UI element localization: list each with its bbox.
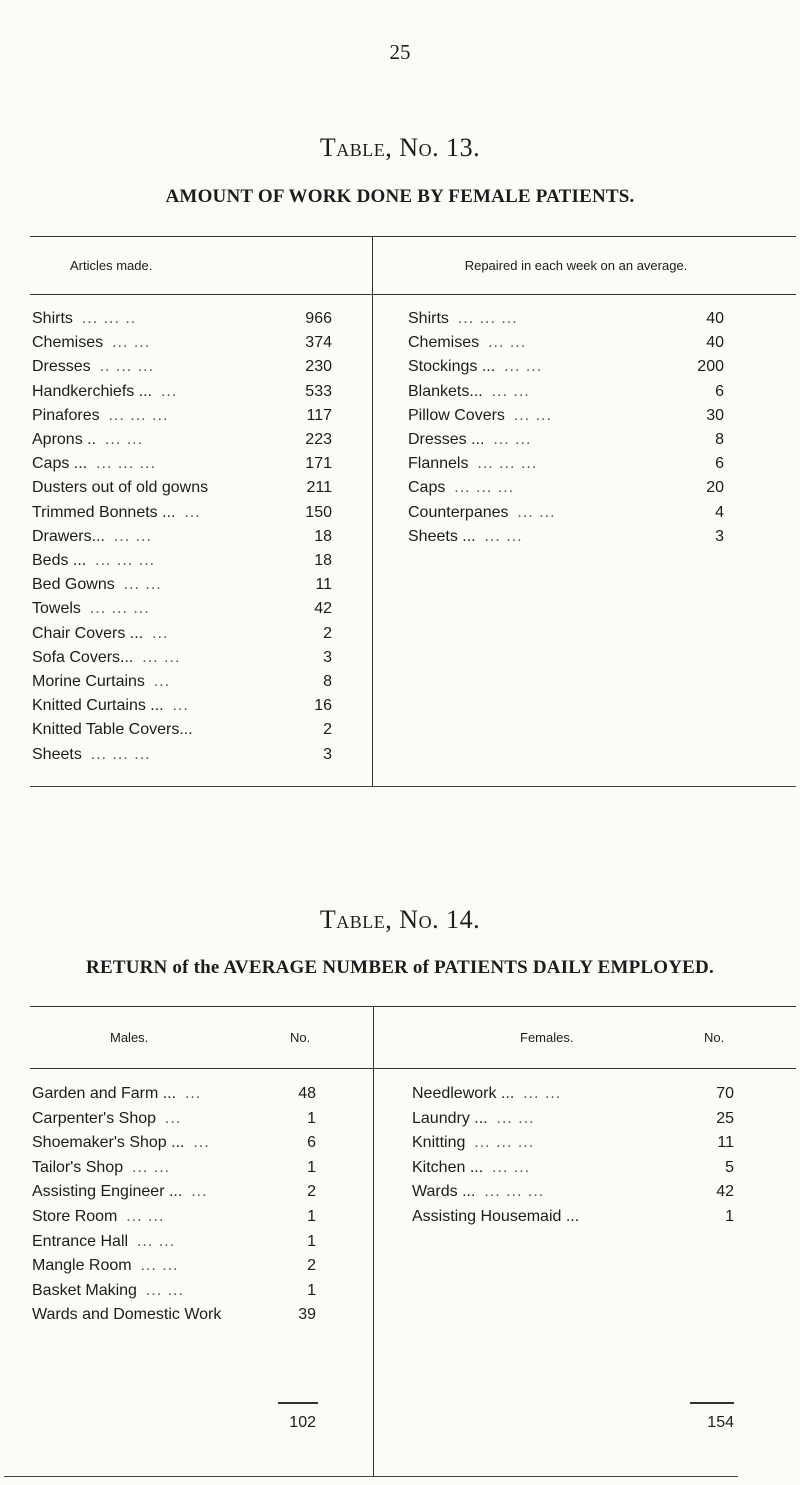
repaired-row-label: Caps bbox=[408, 479, 446, 497]
table-13-header-rule bbox=[30, 294, 796, 295]
males-total-rule bbox=[278, 1402, 318, 1404]
repaired-row-leader-dots: ... ... ... bbox=[457, 310, 518, 327]
repaired-row-value: 40 bbox=[706, 334, 724, 352]
male-row-text bbox=[32, 1110, 276, 1128]
table-14-divider bbox=[373, 1006, 374, 1476]
male-row-label: Tailor's Shop bbox=[32, 1158, 124, 1176]
made-row-label: Dusters out of old gowns bbox=[32, 479, 209, 497]
male-row-leader-dots: ... ... bbox=[145, 1281, 184, 1299]
female-row-label: Needlework ... bbox=[412, 1085, 515, 1102]
female-row-value: 70 bbox=[716, 1085, 734, 1102]
male-row-text bbox=[32, 1257, 276, 1275]
table-14-bottom-rule bbox=[4, 1476, 738, 1477]
made-row-leader-dots: ... ... bbox=[123, 576, 162, 594]
made-row-value: 150 bbox=[305, 503, 332, 521]
table-13-col-articles-made: Articles made. bbox=[70, 258, 153, 273]
repaired-row-leader-dots: ... ... bbox=[491, 382, 530, 400]
table-14-col-males: Males. bbox=[110, 1030, 149, 1045]
female-row-value: 25 bbox=[716, 1109, 734, 1127]
made-row-leader-dots: ... bbox=[160, 382, 178, 400]
table-13-col-repaired: Repaired in each week on an average. bbox=[464, 258, 688, 273]
made-row-leader-dots: ... ... ... bbox=[89, 600, 150, 618]
made-row-leader-dots: ... ... ... bbox=[95, 552, 156, 569]
made-row-label: Drawers... bbox=[32, 527, 105, 545]
female-row-text bbox=[412, 1159, 694, 1177]
made-row-label: Chemises bbox=[32, 334, 104, 352]
made-row-text bbox=[32, 528, 292, 546]
male-row-leader-dots: ... ... bbox=[132, 1158, 171, 1176]
female-row-leader-dots: ... ... ... bbox=[474, 1134, 535, 1152]
male-row-label: Carpenter's Shop bbox=[32, 1109, 157, 1127]
repaired-row-label: Sheets ... bbox=[408, 527, 476, 545]
made-row-label: Shirts bbox=[32, 310, 73, 327]
made-row-label: Sofa Covers... bbox=[32, 648, 134, 666]
made-row-value: 533 bbox=[305, 382, 332, 400]
male-row-text bbox=[32, 1183, 276, 1201]
made-row-leader-dots: ... bbox=[184, 503, 201, 521]
females-total: 154 bbox=[707, 1414, 734, 1431]
repaired-row-leader-dots: ... ... bbox=[493, 431, 532, 448]
repaired-row-text bbox=[408, 455, 684, 473]
table-13-subtitle: AMOUNT OF WORK DONE BY FEMALE PATIENTS. bbox=[165, 186, 635, 207]
made-row-text bbox=[32, 383, 292, 401]
made-row-text bbox=[32, 697, 292, 715]
table-14-col-females: Females. bbox=[520, 1030, 574, 1045]
repaired-row-text bbox=[408, 358, 684, 376]
made-row-text bbox=[32, 479, 292, 497]
table-13-divider bbox=[372, 236, 373, 786]
made-row-label: Trimmed Bonnets ... bbox=[32, 503, 176, 521]
repaired-row-text bbox=[408, 504, 684, 522]
male-row-text bbox=[32, 1233, 276, 1251]
table-13-title: Table, No. 13. bbox=[319, 133, 481, 162]
made-row-value: 2 bbox=[323, 721, 332, 739]
male-row-label: Mangle Room bbox=[32, 1257, 132, 1275]
made-row-leader-dots: ... ... bbox=[112, 334, 151, 352]
repaired-row-text bbox=[408, 407, 684, 425]
repaired-row-text bbox=[408, 479, 684, 497]
repaired-row-value: 8 bbox=[715, 431, 724, 448]
repaired-row-label: Pillow Covers bbox=[408, 406, 505, 424]
repaired-row-value: 30 bbox=[706, 406, 724, 424]
male-row-label: Shoemaker's Shop ... bbox=[32, 1134, 185, 1152]
repaired-row-value: 4 bbox=[715, 503, 724, 521]
made-row-value: 8 bbox=[323, 673, 332, 690]
male-row-value: 1 bbox=[307, 1208, 316, 1225]
made-row-text bbox=[32, 576, 292, 594]
repaired-row-value: 40 bbox=[706, 310, 724, 327]
female-row-leader-dots: ... ... bbox=[492, 1158, 531, 1176]
repaired-row-label: Counterpanes bbox=[408, 503, 509, 521]
made-row-label: Knitted Table Covers... bbox=[32, 721, 193, 739]
made-row-leader-dots: ... ... bbox=[104, 431, 144, 448]
male-row-leader-dots: ... ... bbox=[126, 1208, 165, 1225]
female-row-leader-dots: ... ... ... bbox=[484, 1183, 545, 1201]
made-row-leader-dots: ... bbox=[152, 624, 169, 642]
female-row-leader-dots: ... ... bbox=[496, 1109, 535, 1127]
made-row-leader-dots: ... ... ... bbox=[108, 406, 169, 424]
male-row-value: 1 bbox=[307, 1232, 316, 1250]
female-row-label: Laundry ... bbox=[412, 1109, 488, 1127]
female-row-text bbox=[412, 1085, 694, 1103]
made-row-label: Bed Gowns bbox=[32, 576, 115, 594]
made-row-text bbox=[32, 673, 292, 691]
female-row-value: 42 bbox=[716, 1183, 734, 1201]
repaired-row-label: Chemises bbox=[408, 334, 480, 352]
repaired-row-leader-dots: ... ... ... bbox=[454, 479, 515, 497]
made-row-text bbox=[32, 721, 292, 739]
made-row-text bbox=[32, 310, 292, 328]
made-row-label: Caps ... bbox=[32, 455, 88, 473]
repaired-row-text bbox=[408, 334, 684, 352]
made-row-value: 16 bbox=[314, 697, 332, 715]
made-row-leader-dots: ... bbox=[153, 673, 171, 690]
male-row-leader-dots: ... ... bbox=[136, 1232, 176, 1250]
made-row-text bbox=[32, 431, 292, 449]
female-row-value: 5 bbox=[725, 1158, 734, 1176]
made-row-text bbox=[32, 600, 292, 618]
female-row-label: Wards ... bbox=[412, 1183, 476, 1201]
male-row-value: 48 bbox=[298, 1085, 316, 1102]
male-row-leader-dots: ... bbox=[191, 1183, 208, 1201]
repaired-row-leader-dots: ... ... ... bbox=[477, 455, 538, 473]
table-13-bottom-rule bbox=[30, 786, 796, 787]
table-14-col-no-left: No. bbox=[290, 1030, 311, 1045]
female-row-value: 11 bbox=[717, 1134, 734, 1152]
repaired-row-leader-dots: ... ... bbox=[484, 527, 523, 545]
made-row-value: 374 bbox=[305, 334, 332, 352]
male-row-leader-dots: ... bbox=[184, 1085, 202, 1102]
repaired-row-leader-dots: ... ... bbox=[488, 334, 527, 352]
repaired-row-label: Blankets... bbox=[408, 382, 483, 400]
male-row-text bbox=[32, 1306, 276, 1324]
female-row-text bbox=[412, 1183, 694, 1201]
made-row-value: 966 bbox=[305, 310, 332, 327]
male-row-label: Basket Making bbox=[32, 1281, 137, 1299]
made-row-leader-dots: ... ... .. bbox=[81, 310, 137, 327]
male-row-leader-dots: ... ... bbox=[140, 1257, 179, 1275]
table-13-top-rule bbox=[30, 236, 796, 237]
repaired-row-value: 6 bbox=[715, 455, 724, 473]
repaired-row-text bbox=[408, 431, 684, 449]
page-number: 25 bbox=[389, 40, 411, 64]
repaired-row-label: Shirts bbox=[408, 310, 449, 327]
table-14-top-rule bbox=[30, 1006, 796, 1007]
repaired-row-leader-dots: ... ... bbox=[517, 503, 556, 521]
male-row-label: Wards and Domestic Work bbox=[32, 1306, 222, 1324]
made-row-text bbox=[32, 504, 292, 522]
table-14-col-no-right: No. bbox=[704, 1030, 725, 1045]
made-row-label: Dresses bbox=[32, 358, 91, 376]
female-row-label: Kitchen ... bbox=[412, 1158, 484, 1176]
made-row-label: Aprons .. bbox=[32, 431, 97, 448]
male-row-value: 2 bbox=[307, 1183, 316, 1201]
repaired-row-label: Flannels bbox=[408, 455, 469, 473]
made-row-leader-dots: ... ... ... bbox=[96, 455, 156, 473]
repaired-row-value: 200 bbox=[697, 358, 724, 376]
made-row-leader-dots: .. ... ... bbox=[99, 358, 155, 376]
made-row-value: 223 bbox=[305, 431, 332, 448]
male-row-text bbox=[32, 1085, 276, 1103]
male-row-value: 39 bbox=[298, 1306, 316, 1324]
repaired-row-label: Dresses ... bbox=[408, 431, 485, 448]
repaired-row-value: 6 bbox=[715, 382, 724, 400]
made-row-text bbox=[32, 407, 292, 425]
made-row-text bbox=[32, 649, 292, 667]
made-row-value: 18 bbox=[314, 527, 332, 545]
repaired-row-text bbox=[408, 383, 684, 401]
made-row-label: Handkerchiefs ... bbox=[32, 382, 153, 400]
male-row-leader-dots: ... bbox=[164, 1109, 182, 1127]
male-row-value: 1 bbox=[307, 1281, 316, 1299]
made-row-value: 11 bbox=[315, 576, 332, 594]
repaired-row-leader-dots: ... ... bbox=[504, 358, 543, 376]
made-row-label: Chair Covers ... bbox=[32, 624, 144, 642]
repaired-row-text bbox=[408, 310, 684, 328]
male-row-text bbox=[32, 1159, 276, 1177]
male-row-label: Entrance Hall bbox=[32, 1232, 129, 1250]
made-row-text bbox=[32, 455, 292, 473]
female-row-text bbox=[412, 1134, 694, 1152]
table-14-title: Table, No. 14. bbox=[319, 905, 481, 934]
repaired-row-value: 3 bbox=[715, 527, 724, 545]
male-row-value: 6 bbox=[307, 1134, 316, 1152]
male-row-value: 1 bbox=[307, 1109, 316, 1127]
made-row-text bbox=[32, 625, 292, 643]
male-row-label: Assisting Engineer ... bbox=[32, 1183, 183, 1201]
made-row-leader-dots: ... bbox=[172, 697, 189, 715]
male-row-label: Garden and Farm ... bbox=[32, 1085, 177, 1102]
female-row-value: 1 bbox=[725, 1208, 734, 1225]
made-row-leader-dots: ... ... bbox=[142, 648, 181, 666]
male-row-text bbox=[32, 1208, 276, 1226]
made-row-value: 18 bbox=[314, 552, 332, 569]
made-row-value: 117 bbox=[306, 406, 332, 424]
made-row-value: 3 bbox=[323, 745, 332, 763]
made-row-label: Sheets bbox=[32, 745, 82, 763]
made-row-value: 171 bbox=[305, 455, 332, 473]
made-row-value: 42 bbox=[314, 600, 332, 618]
male-row-value: 2 bbox=[307, 1257, 316, 1275]
made-row-text bbox=[32, 358, 292, 376]
made-row-text bbox=[32, 552, 292, 570]
male-row-label: Store Room bbox=[32, 1208, 118, 1225]
made-row-text bbox=[32, 334, 292, 352]
made-row-label: Knitted Curtains ... bbox=[32, 697, 164, 715]
males-total: 102 bbox=[289, 1414, 316, 1431]
female-row-label: Assisting Housemaid ... bbox=[412, 1208, 580, 1225]
female-row-label: Knitting bbox=[412, 1134, 466, 1152]
females-total-rule bbox=[690, 1402, 734, 1404]
female-row-text bbox=[412, 1208, 694, 1226]
repaired-row-value: 20 bbox=[706, 479, 724, 497]
male-row-text bbox=[32, 1282, 276, 1300]
table-14-subtitle: RETURN of the AVERAGE NUMBER of PATIENTS DAILY EMPLOYED. bbox=[86, 957, 714, 978]
made-row-leader-dots: ... ... bbox=[113, 527, 152, 545]
made-row-label: Towels bbox=[32, 600, 81, 618]
female-row-leader-dots: ... ... bbox=[523, 1085, 562, 1102]
made-row-text bbox=[32, 746, 292, 764]
male-row-text bbox=[32, 1134, 276, 1152]
made-row-value: 3 bbox=[323, 648, 332, 666]
made-row-value: 2 bbox=[323, 624, 332, 642]
repaired-row-leader-dots: ... ... bbox=[513, 406, 552, 424]
female-row-text bbox=[412, 1110, 694, 1128]
repaired-row-label: Stockings ... bbox=[408, 358, 496, 376]
made-row-label: Morine Curtains bbox=[32, 673, 145, 690]
repaired-row-text bbox=[408, 528, 684, 546]
made-row-label: Beds ... bbox=[32, 552, 87, 569]
male-row-leader-dots: ... bbox=[193, 1134, 210, 1152]
made-row-value: 211 bbox=[306, 479, 332, 497]
male-row-value: 1 bbox=[307, 1158, 316, 1176]
made-row-label: Pinafores bbox=[32, 406, 100, 424]
table-14-header-rule bbox=[30, 1068, 796, 1069]
made-row-leader-dots: ... ... ... bbox=[90, 745, 151, 763]
made-row-value: 230 bbox=[305, 358, 332, 376]
